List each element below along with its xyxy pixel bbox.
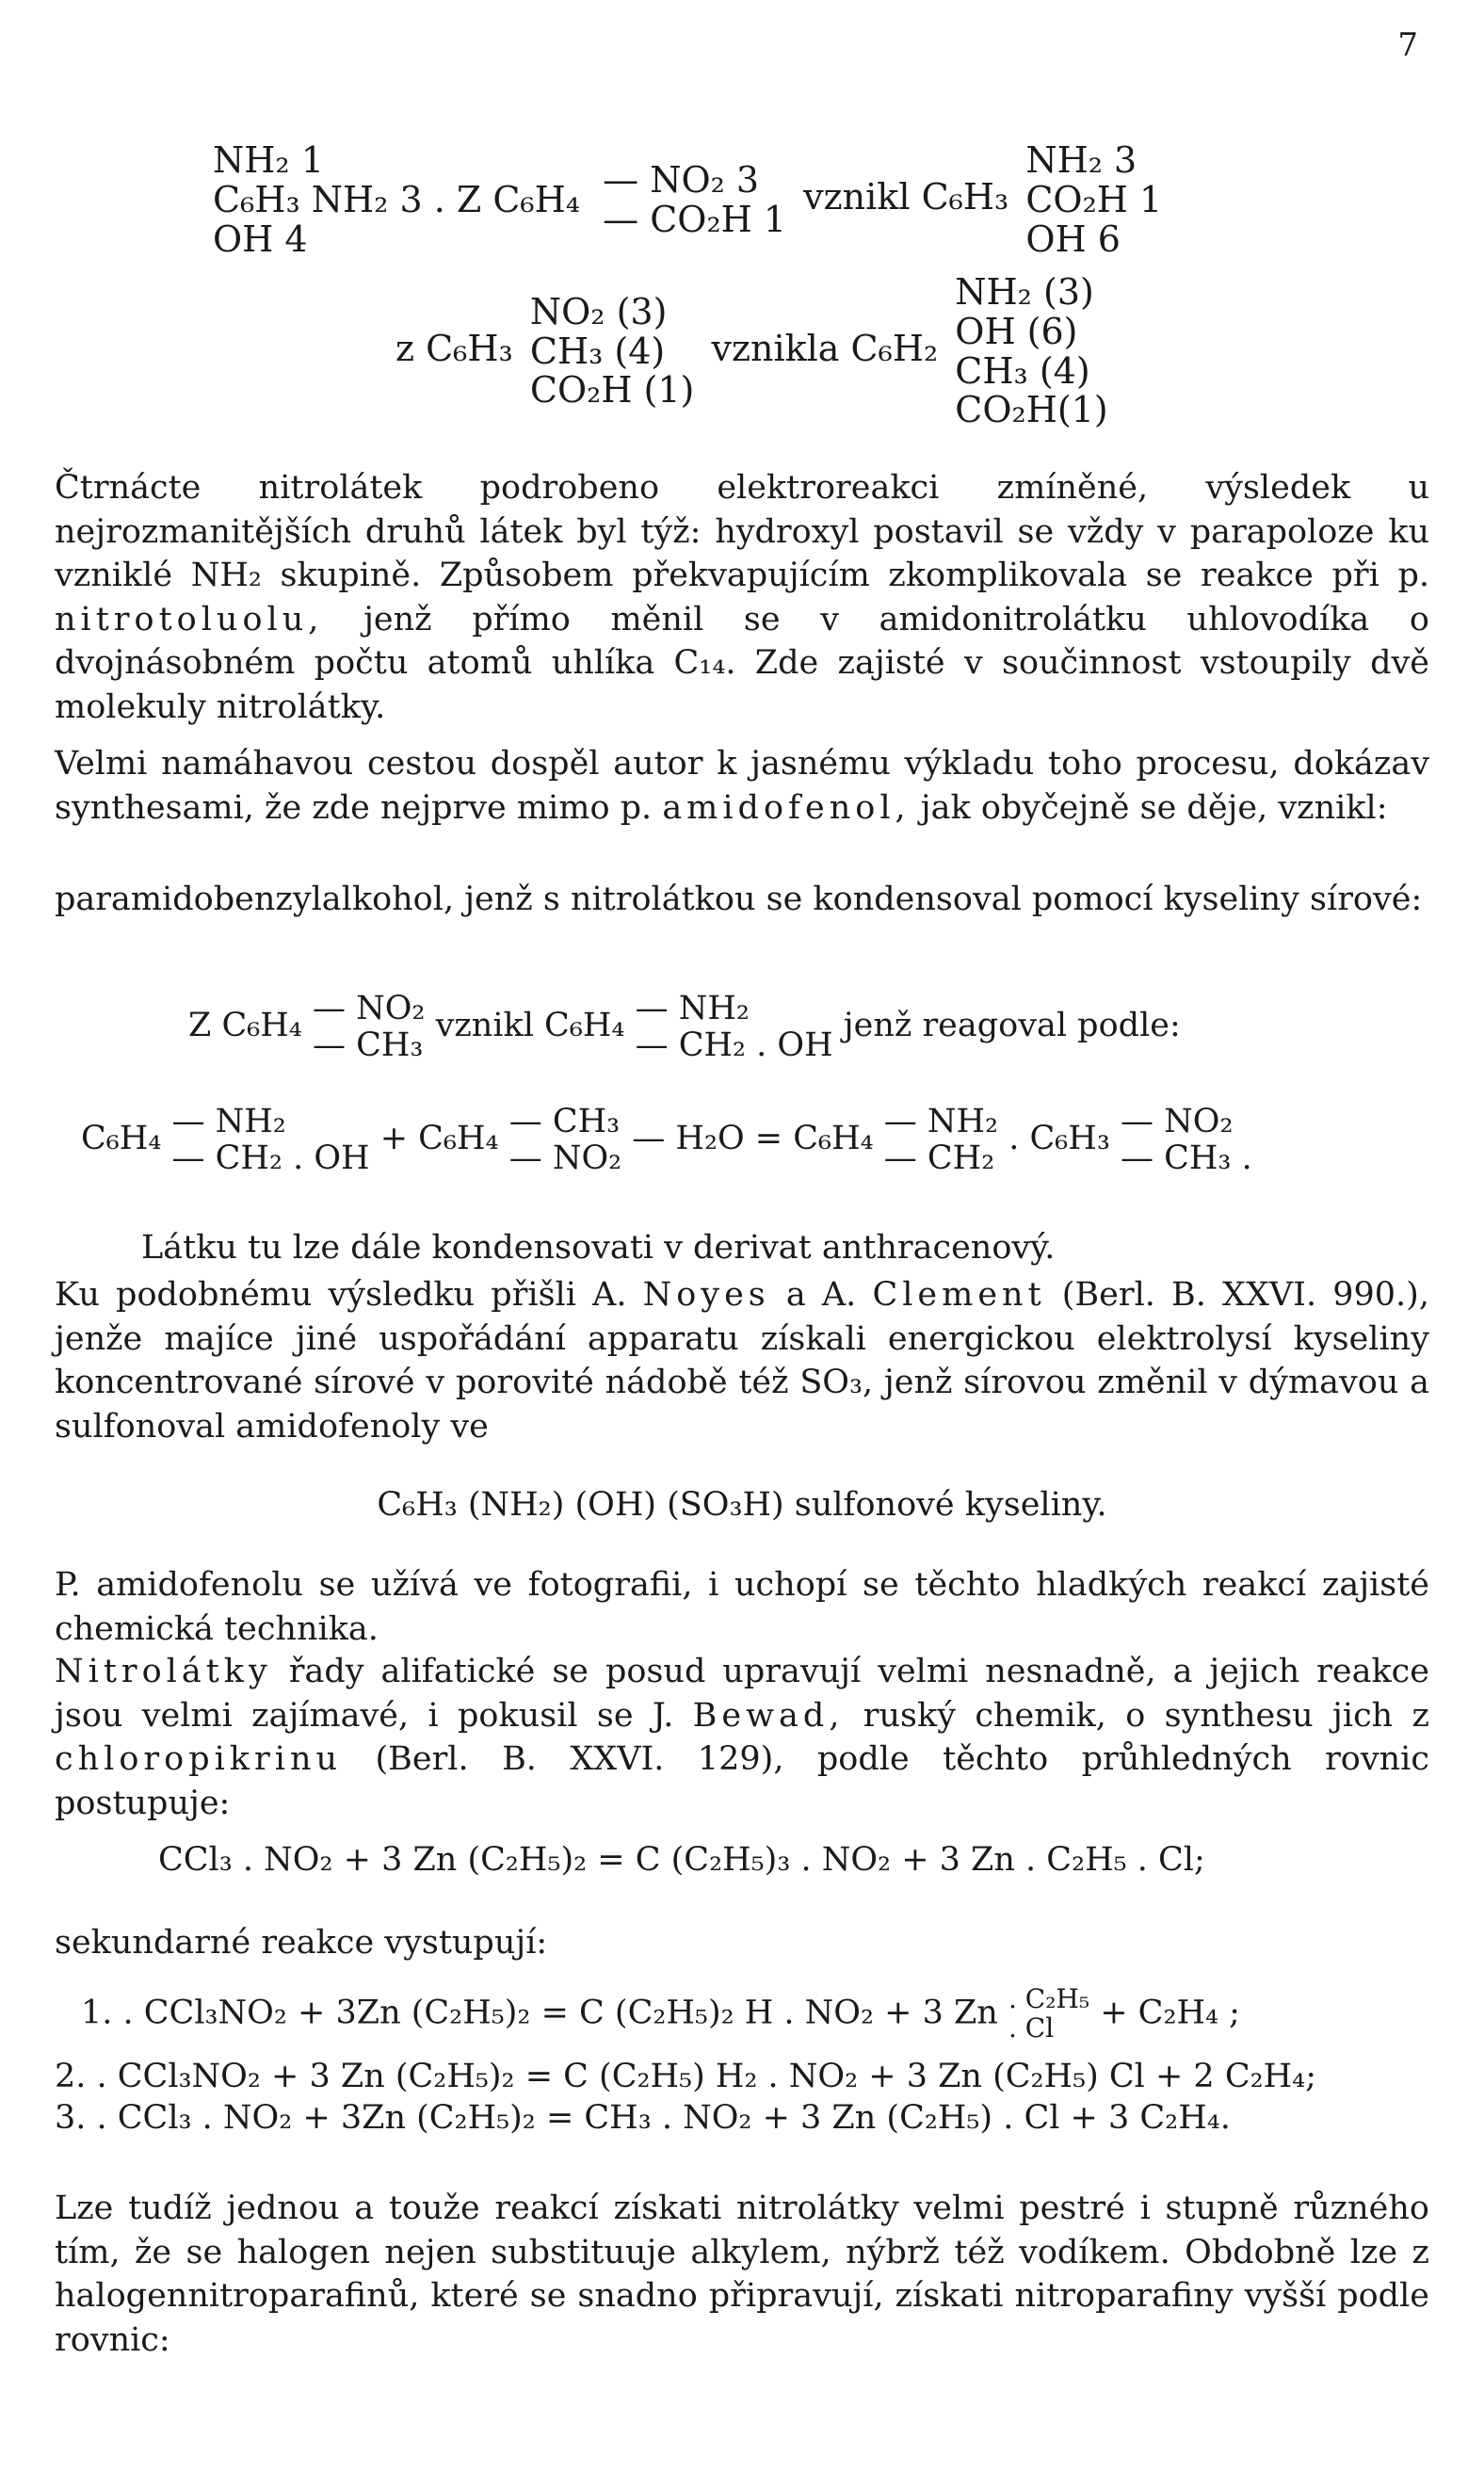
equation-z-line: — CH₂ . OH [635,1026,833,1064]
equation-secondary-2: 2. . CCl₃NO₂ + 3 Zn (C₂H₅)₂ = C (C₂H₅) H₂ . NO₂ + 3 Zn (C₂H₅) Cl + 2 C₂H₄; [55,2058,1316,2095]
formula-2-right-line: OH (6) [955,310,1078,352]
paragraph-6: C₆H₃ (NH₂) (OH) (SO₃H) sulfonové kyseliny. [377,1486,1107,1524]
paragraph-8-text: řady alifatické se posud upravují velmi nesnadně, a jejich reakce jsou velmi zajímavé, i pokusil se J. [55,1653,1429,1735]
formula-1-mid [603,158,787,240]
formula-1-right-line: CO₂H 1 [1025,178,1163,220]
equation-main-line: — CH₃ [508,1103,621,1140]
paragraph-1-spaced: nitrotoluolu, [55,600,324,638]
equation-secondary-1-line: . C₂H₅ [1008,1983,1090,2014]
equation-main-stack [509,1104,621,1176]
equation-main-line: — CH₃ . [1121,1139,1252,1177]
formula-1-right-line: NH₂ 3 [1025,139,1137,181]
formula-2-prefix: z C₆H₃ [395,328,513,370]
paragraph-8-spaced: Bewad, [692,1696,845,1735]
paragraph-2 [55,742,1429,830]
formula-1-left-line: C₆H₃ NH₂ 3 . Z C₆H₄ [213,178,581,220]
equation-ccl3: CCl₃ . NO₂ + 3 Zn (C₂H₅)₂ = C (C₂H₅)₃ . NO₂ + 3 Zn . C₂H₅ . Cl; [158,1841,1205,1879]
paragraph-9: sekundarné reakce vystupují: [55,1924,548,1962]
formula-1-left [213,141,580,259]
equation-main-line: — NO₂ [1121,1103,1234,1140]
paragraph-2-spaced: amidofenol, [662,788,911,827]
equation-secondary-1 [81,1985,1240,2044]
equation-main-part: + C₆H₄ [379,1120,499,1157]
paragraph-3: paramidobenzylalkohol, jenž s nitrolátkou se kondensoval pomocí kyseliny sírové: [55,880,1423,918]
equation-main-line: — NH₂ [171,1103,286,1140]
equation-secondary-1-line: . Cl [1008,2011,1055,2044]
formula-1-right-base: C₆H₃ [921,176,1009,218]
equation-z-line: — CH₃ [312,1026,424,1064]
equation-z-stack-a [313,991,425,1063]
equation-main [81,1104,1252,1176]
formula-1-word: vznikl [803,176,911,218]
formula-1-mid-line: — CO₂H 1 [603,198,787,240]
paragraph-5-spaced: Clement [872,1276,1046,1314]
formula-1-right [1025,141,1162,259]
formula-2-right-line: CH₃ (4) [955,349,1090,392]
formula-1-mid-line: — NO₂ 3 [603,158,760,201]
paragraph-5-text: a A. [785,1276,857,1314]
equation-secondary-1-stack [1008,1985,1089,2044]
equation-main-stack [1121,1104,1252,1176]
paragraph-1-end: jenž přímo měnil se v amidonitrolátku uhlovodíka o dvojnásobném počtu atomů uhlíka C₁₄. Zde zajisté v součinnost vstoupily dvě molekuly nitrolátky. [55,600,1429,726]
formula-1-left-line: OH 4 [213,218,308,260]
paragraph-5-spaced: Noyes [642,1276,770,1314]
paragraph-8-spaced: chloropikrinu [55,1740,343,1778]
equation-main-line: — NO₂ [508,1139,622,1177]
equation-main-stack [884,1104,998,1176]
paragraph-2-text: Velmi namáhavou cestou dospěl autor k jasnému výkladu toho procesu, dokázav synthesami, že zde nejprve mimo p. [55,745,1429,827]
formula-2 [395,273,1114,430]
formula-2-left [529,290,695,412]
paragraph-7: P. amidofenolu se užívá ve fotografii, i uchopí se těchto hladkých reakcí zajisté chemická technika. [55,1566,1429,1648]
paragraph-1-text: Čtrnácte nitrolátek podrobeno elektroreakci zmíněné, výsledek u nejrozmanitějších druhů látek byl týž: hydroxyl postavil se vždy v parapoloze ku vzniklé NH₂ skupině. Způsobem překvapujícím zkomplikovala se reakce při p. [55,469,1429,594]
equation-main-part: — H₂O = C₆H₄ [632,1120,874,1157]
formula-2-word: vznikla C₆H₂ [711,328,939,370]
equation-z-line: — NO₂ [312,990,426,1027]
equation-main-part: . C₆H₃ [1008,1120,1110,1157]
paragraph-1 [55,466,1429,729]
formula-1 [207,141,1168,259]
equation-main-line: — NH₂ [883,1103,999,1140]
page-number: 7 [1397,26,1418,64]
formula-2-right-line: CO₂H(1) [955,389,1108,431]
equation-secondary-1-part: 1. . CCl₃NO₂ + 3Zn (C₂H₅)₂ = C (C₂H₅)₂ H . NO₂ + 3 Zn [81,1994,998,2032]
equation-z-stack-b [636,991,833,1063]
paragraph-8 [55,1650,1429,1825]
equation-z-part: jenž reagoval podle: [843,1007,1181,1044]
formula-2-right [955,273,1107,430]
paragraph-10: Lze tudíž jednou a touže reakcí získati nitrolátky velmi pestré i stupně různého tím, že se halogen nejen substituuje alkylem, nýbrž též vodíkem. Obdobně lze z halogennitroparafinů, které se snadno připravují, získati nitroparafiny vyšší podle rovnic: [55,2189,1429,2359]
equation-secondary-1-part: + C₂H₄ ; [1100,1994,1240,2032]
formula-2-left-line: NO₂ (3) [529,290,668,332]
paragraph-4: Látku tu lze dále kondensovati v derivat anthracenový. [141,1229,1056,1267]
equation-secondary-3: 3. . CCl₃ . NO₂ + 3Zn (C₂H₅)₂ = CH₃ . NO₂ + 3 Zn (C₂H₅) . Cl + 3 C₂H₄. [55,2099,1231,2137]
paragraph-8-text: ruský chemik, o synthesu jich z [863,1696,1429,1735]
formula-1-right-line: OH 6 [1025,218,1121,260]
equation-main-stack [172,1104,370,1176]
equation-z-line: — NH₂ [635,990,750,1027]
equation-main-line: — CH₂ [883,1139,995,1177]
formula-2-left-line: CO₂H (1) [529,369,695,412]
paragraph-2-end: jak obyčejně se děje, vznikl: [920,788,1388,827]
paragraph-5 [55,1273,1429,1448]
formula-2-left-line: CH₃ (4) [529,330,666,372]
equation-main-line: — CH₂ . OH [171,1139,370,1177]
equation-z [188,991,1181,1063]
paragraph-8-spaced: Nitrolátky [55,1653,272,1690]
paragraph-5-text: (Berl. B. XXVI. 990.), jenže majíce jiné uspořádání apparatu získali energickou elektrolysí kyseliny koncentrované sírové v porovité nádobě též SO₃, jenž sírovou změnil v dýmavou a sulfonoval amidofenoly ve [55,1276,1429,1446]
formula-1-left-line: NH₂ 1 [213,139,324,181]
paragraph-5-text: Ku podobnému výsledku přišli A. [55,1276,627,1314]
equation-main-part: C₆H₄ [81,1120,162,1157]
paragraph-8-text: (Berl. B. XXVI. 129), podle těchto průhledných rovnic postupuje: [55,1740,1429,1822]
equation-z-part: Z C₆H₄ [188,1007,302,1044]
equation-z-part: vznikl C₆H₄ [435,1007,625,1044]
formula-2-right-line: NH₂ (3) [955,271,1094,313]
